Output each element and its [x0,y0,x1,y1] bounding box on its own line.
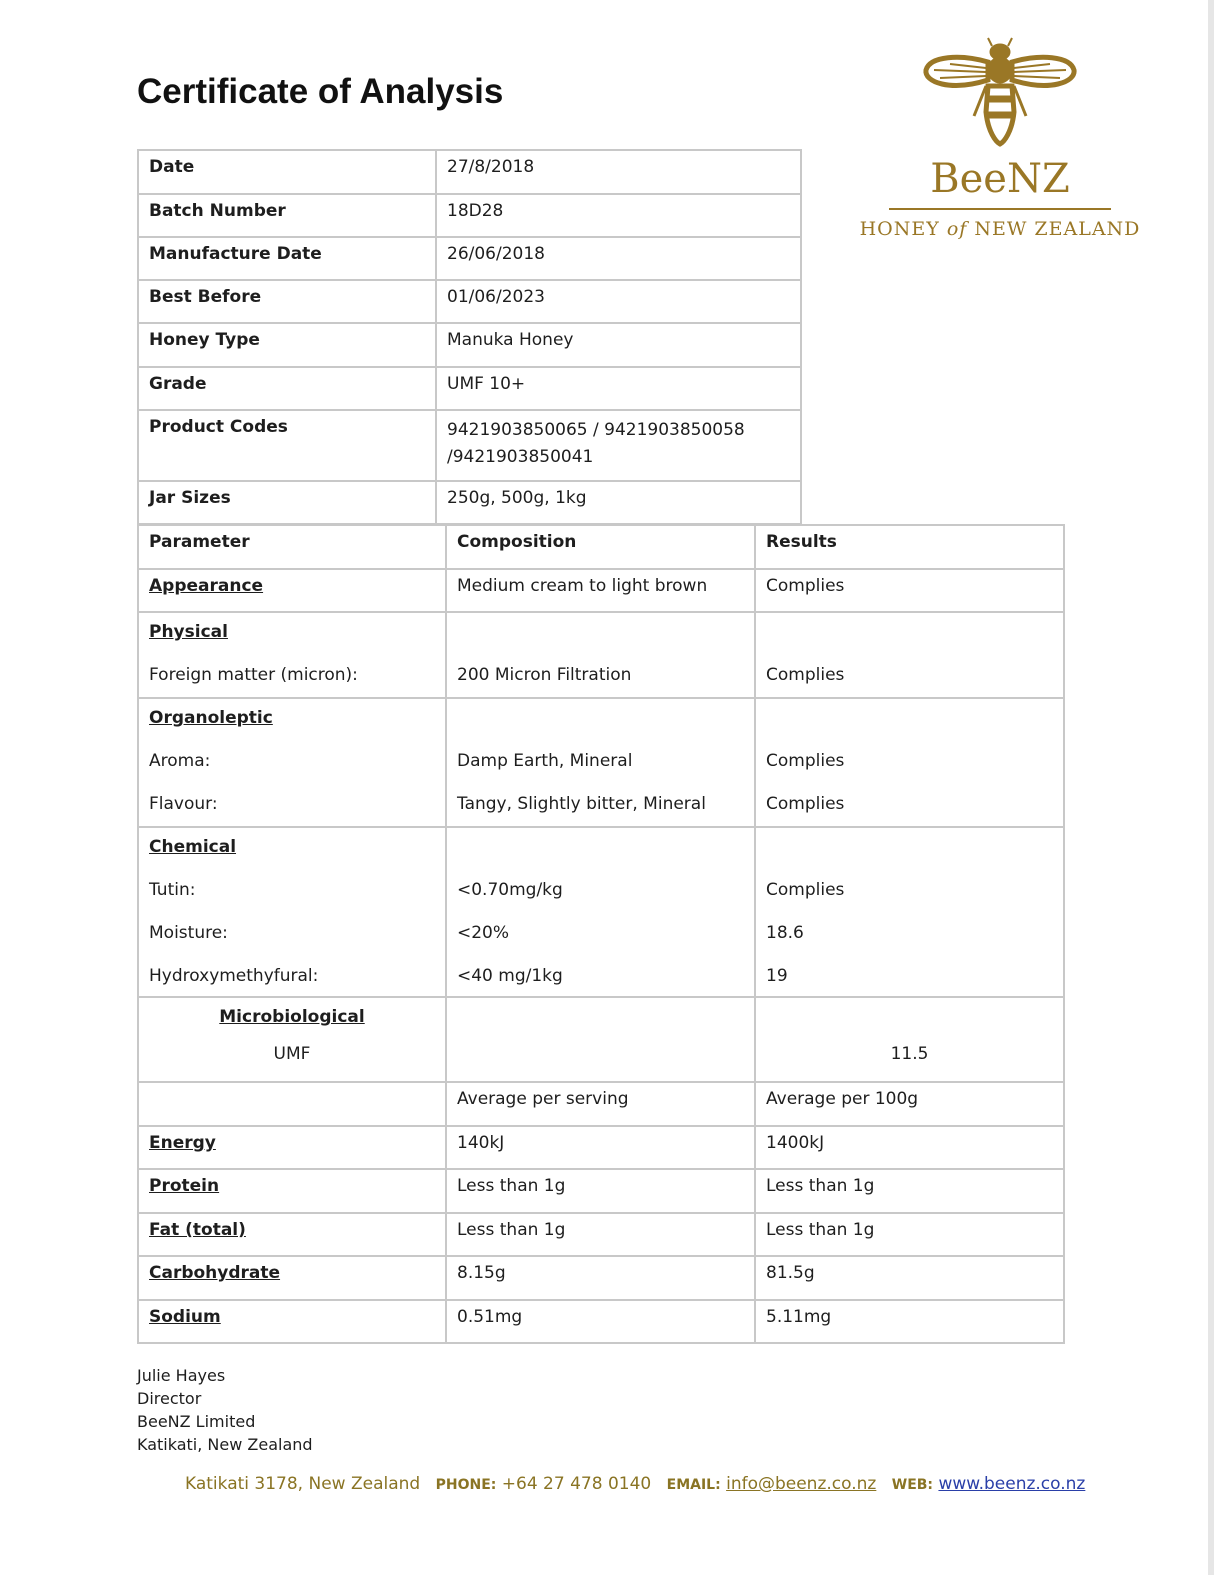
label: Product Codes [138,410,436,481]
result [755,997,1064,1082]
label: Honey Type [138,323,436,367]
table-row [138,194,801,237]
nutrient: Fat (total) [138,1213,446,1256]
section-heading: Organoleptic [149,708,273,728]
parameter-name: Hydroxymethyfural: [149,966,319,986]
composition-value: <40 mg/1kg [457,966,563,986]
value: 26/06/2018 [436,237,801,280]
result: Complies [755,569,1064,612]
table-row [138,997,1064,1082]
parameter [138,827,446,997]
parameter-name: Foreign matter (micron): [149,665,358,685]
table-row [138,410,801,481]
product-code-line: /9421903850041 [447,447,594,467]
bee-icon [920,36,1080,148]
result [755,827,1064,997]
composition-value: <0.70mg/kg [457,880,563,900]
table-row [138,1126,1064,1169]
company-location: Katikati, New Zealand [137,1435,313,1454]
per-serving: Less than 1g [446,1213,755,1256]
header-row [138,525,1064,569]
section-heading: Physical [149,622,228,642]
table-row [138,1300,1064,1343]
table-row [138,150,801,194]
company-name: BeeNZ Limited [137,1412,256,1431]
value: Manuka Honey [436,323,801,367]
beenz-logo [845,36,1155,240]
label: Date [138,150,436,194]
per-100g: 5.11mg [755,1300,1064,1343]
signatory-title: Director [137,1389,202,1408]
per-100g: Less than 1g [755,1169,1064,1213]
logo-divider [889,208,1111,210]
result-value: 18.6 [766,923,804,943]
page-title: Certificate of Analysis [137,72,504,111]
nutrient: Sodium [138,1300,446,1343]
composition-value: Tangy, Slightly bitter, Mineral [457,794,706,814]
parameter-name: Moisture: [149,923,228,943]
web-label: WEB: [891,1477,934,1493]
value [436,410,801,481]
phone-label: PHONE: [435,1477,497,1493]
email-link[interactable]: info@beenz.co.nz [726,1474,877,1494]
composition [446,997,755,1082]
value: 01/06/2023 [436,280,801,323]
brand-tagline: HONEY of NEW ZEALAND [859,218,1141,240]
table-row [138,827,1064,997]
result-value: Complies [766,880,845,900]
header-cell: Composition [446,525,755,569]
parameter: Appearance [138,569,446,612]
table-row [138,569,1064,612]
composition [446,698,755,827]
per-serving: Less than 1g [446,1169,755,1213]
result-value: Complies [766,665,845,685]
table-row [138,237,801,280]
result-value: Complies [766,794,845,814]
nutrient: Carbohydrate [138,1256,446,1300]
table-row [138,367,801,410]
composition-value: Damp Earth, Mineral [457,751,633,771]
composition-value: 200 Micron Filtration [457,665,632,685]
per-100g: Less than 1g [755,1213,1064,1256]
result-value: Complies [766,751,845,771]
header-cell: Parameter [138,525,446,569]
parameter-name: UMF [273,1044,311,1064]
section-heading: Chemical [149,837,237,857]
parameter [138,698,446,827]
signature-block [137,1364,313,1456]
table-row [138,481,801,524]
composition [446,612,755,698]
label: Grade [138,367,436,410]
table-row [138,612,1064,698]
parameter [138,997,446,1082]
batch-info-table [137,149,802,525]
parameter-name: Flavour: [149,794,218,814]
table-row [138,1213,1064,1256]
result [755,612,1064,698]
nutrient: Energy [138,1126,446,1169]
result-value: 11.5 [890,1044,929,1064]
table-row [138,323,801,367]
header-cell: Average per 100g [755,1082,1064,1126]
per-100g: 1400kJ [755,1126,1064,1169]
page-edge [1208,0,1214,1575]
per-100g: 81.5g [755,1256,1064,1300]
value: 250g, 500g, 1kg [436,481,801,524]
per-serving: 140kJ [446,1126,755,1169]
table-row [138,1169,1064,1213]
composition: Medium cream to light brown [446,569,755,612]
value: UMF 10+ [436,367,801,410]
nutrient: Protein [138,1169,446,1213]
address: Katikati 3178, New Zealand [185,1474,421,1494]
empty-cell [138,1082,446,1126]
result [755,698,1064,827]
table-row [138,280,801,323]
brand-name: BeeNZ [930,156,1070,202]
composition [446,827,755,997]
website-link[interactable]: www.beenz.co.nz [938,1474,1086,1494]
parameter-name: Aroma: [149,751,211,771]
parameter-name: Tutin: [149,880,196,900]
product-code-line: 9421903850065 / 9421903850058 [447,420,745,440]
per-serving: 8.15g [446,1256,755,1300]
header-cell: Results [755,525,1064,569]
header-row [138,1082,1064,1126]
label: Jar Sizes [138,481,436,524]
parameter [138,612,446,698]
section-heading: Microbiological [219,1007,365,1027]
table-row [138,698,1064,827]
header-cell: Average per serving [446,1082,755,1126]
label: Batch Number [138,194,436,237]
email-label: EMAIL: [666,1477,721,1493]
footer-contact [185,1474,1085,1494]
analysis-table [137,524,1065,1344]
label: Manufacture Date [138,237,436,280]
label: Best Before [138,280,436,323]
value: 27/8/2018 [436,150,801,194]
phone: +64 27 478 0140 [501,1474,652,1494]
per-serving: 0.51mg [446,1300,755,1343]
result-value: 19 [766,966,788,986]
signatory-name: Julie Hayes [137,1366,226,1385]
value: 18D28 [436,194,801,237]
composition-value: <20% [457,923,510,943]
table-row [138,1256,1064,1300]
